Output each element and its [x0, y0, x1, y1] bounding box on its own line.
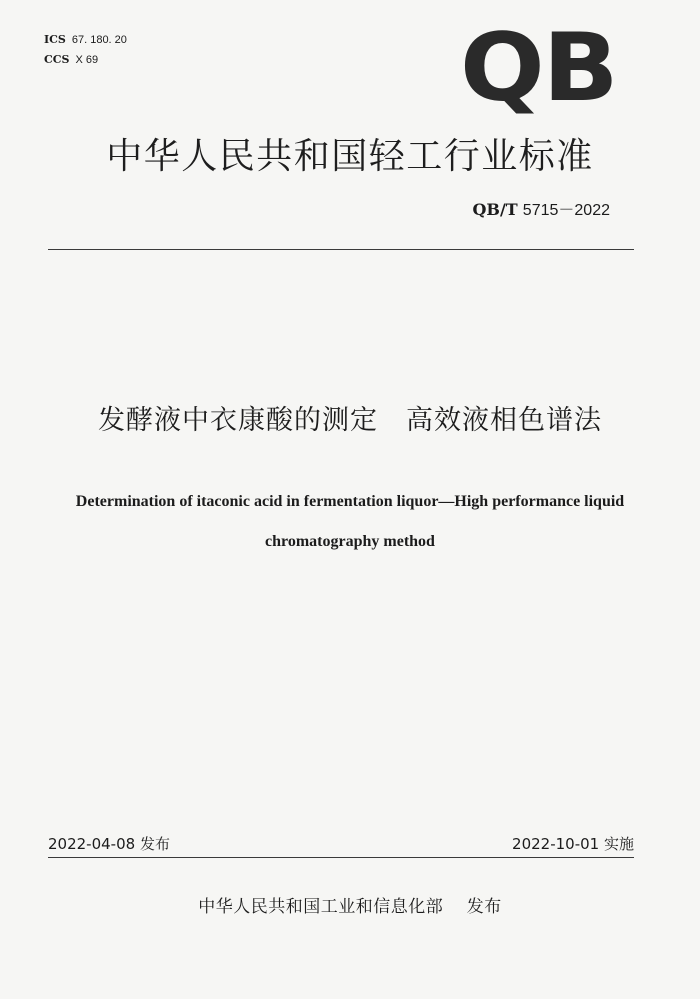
- top-divider: [48, 249, 634, 250]
- ics-value: 67. 180. 20: [71, 34, 127, 46]
- english-title: [30, 482, 670, 562]
- ics-label: ICS: [44, 33, 66, 46]
- ccs-value: X 69: [75, 54, 99, 66]
- chinese-title: 发酵液中衣康酸的测定 高效液相色谱法: [98, 405, 602, 436]
- english-title-line-2: chromatography method: [265, 533, 435, 550]
- ics-code-row: [44, 30, 127, 50]
- ccs-code-row: [44, 50, 127, 70]
- ccs-label: CCS: [44, 53, 70, 66]
- standard-number-prefix: QB/T: [472, 200, 518, 219]
- bottom-divider: [48, 857, 634, 858]
- standard-number-value: 5715－2022: [522, 202, 610, 219]
- english-title-line-1: Determination of itaconic acid in fermentation liquor—High performance liquid: [75, 493, 625, 510]
- publisher: 中华人民共和国工业和信息化部 发布: [198, 897, 502, 917]
- standard-category-heading: 中华人民共和国轻工行业标准: [106, 136, 594, 177]
- qb-logo: QB: [460, 14, 617, 123]
- implement-date: 2022-10-01 实施: [512, 835, 634, 853]
- standard-number: [472, 197, 610, 220]
- issue-date: 2022-04-08 发布: [48, 835, 170, 853]
- classification-codes: [44, 30, 127, 70]
